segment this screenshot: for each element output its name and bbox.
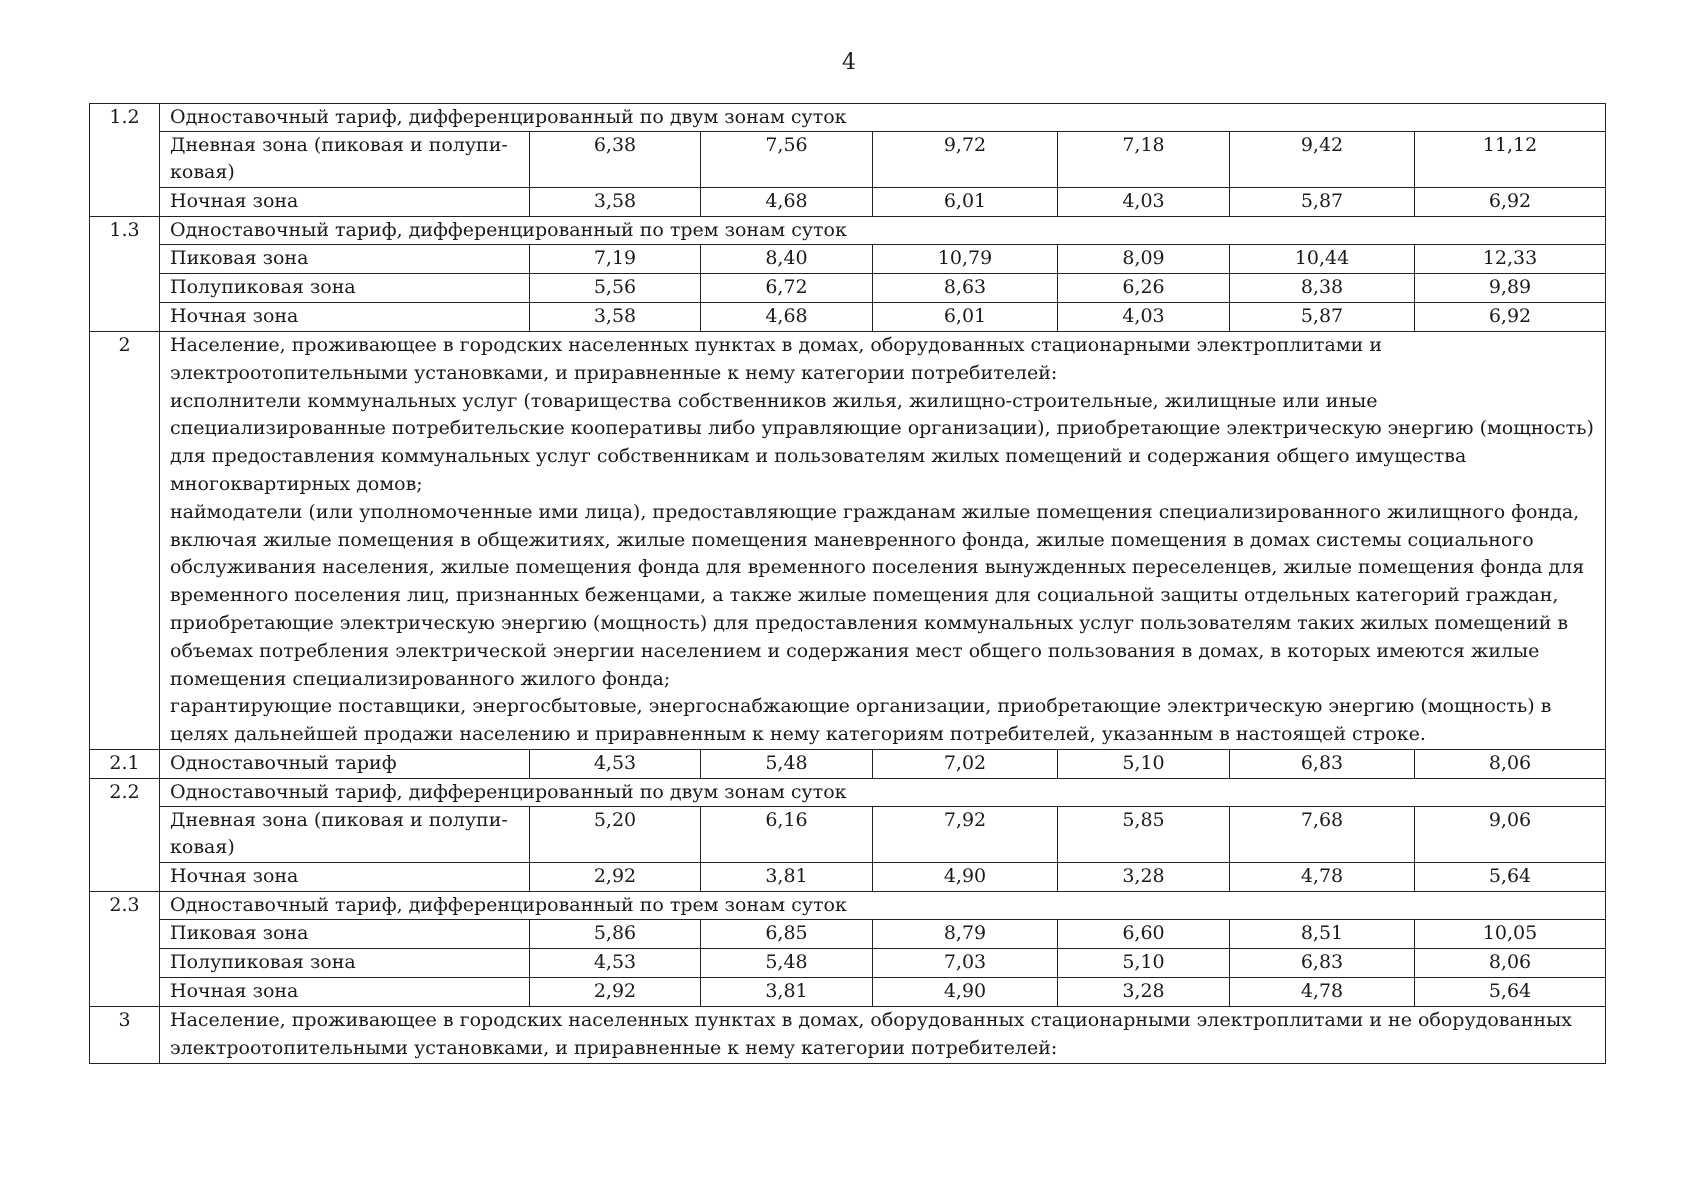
row-code: 2.1	[90, 749, 160, 778]
value-cell: 6,92	[1415, 303, 1606, 332]
value-cell: 3,81	[701, 862, 873, 891]
section-3-row	[90, 1006, 1606, 1063]
row-label: Ночная зона	[160, 977, 530, 1006]
value-cell: 5,48	[701, 948, 873, 977]
table-row	[90, 919, 1606, 948]
value-cell: 6,83	[1230, 948, 1415, 977]
value-cell: 5,64	[1415, 862, 1606, 891]
description-paragraph: Население, проживающее в городских населенных пунктах в домах, оборудованных стационарными электроплитами и электроотопительными установками, и приравненные к нему категории потребителей:	[170, 334, 1382, 384]
description-paragraph: наймодатели (или уполномоченные ими лица), предоставляющие гражданам жилые помещения специализированного жилищного фонда, включая жилые помещения в общежитиях, жилые помещения маневренного фонда, жилые помещения в домах системы социального обслуживания населения, жилые помещения фонда для временного поселения вынужденных переселенцев, жилые помещения фонда для временного поселения лиц, признанных беженцами, а также жилые помещения для социальной защиты отдельных категорий граждан, приобретающие электрическую энергию (мощность) для предоставления коммунальных услуг пользователям таких жилых помещений в объемах потребления электрической энергии населением и содержания мест общего пользования в домах, в которых имеются жилые помещения специализированного жилого фонда;	[170, 500, 1585, 690]
value-cell: 4,90	[873, 862, 1058, 891]
value-cell: 5,10	[1058, 749, 1230, 778]
value-cell: 3,58	[530, 303, 701, 332]
value-cell: 6,16	[701, 806, 873, 862]
row-label: Одноставочный тариф	[160, 749, 530, 778]
value-cell: 8,09	[1058, 245, 1230, 274]
row-code: 2	[90, 332, 160, 750]
section-1-2-header-row	[90, 104, 1606, 132]
description-paragraph: Население, проживающее в городских населенных пунктах в домах, оборудованных стационарными электроплитами и не оборудованных электроотопительными установками, и приравненные к нему категории потребителей:	[170, 1008, 1572, 1059]
row-code: 1.3	[90, 217, 160, 332]
value-cell: 4,03	[1058, 188, 1230, 217]
value-cell: 8,38	[1230, 274, 1415, 303]
value-cell: 2,92	[530, 862, 701, 891]
value-cell: 4,90	[873, 977, 1058, 1006]
value-cell: 6,92	[1415, 188, 1606, 217]
value-cell: 4,78	[1230, 862, 1415, 891]
table-row	[90, 245, 1606, 274]
value-cell: 4,03	[1058, 303, 1230, 332]
row-code: 3	[90, 1006, 160, 1063]
table-row	[90, 132, 1606, 188]
row-code: 1.2	[90, 104, 160, 217]
row-label: Ночная зона	[160, 303, 530, 332]
value-cell: 6,85	[701, 919, 873, 948]
value-cell: 6,01	[873, 303, 1058, 332]
value-cell: 3,81	[701, 977, 873, 1006]
value-cell: 4,53	[530, 948, 701, 977]
section-header: Одноставочный тариф, дифференцированный по трем зонам суток	[160, 891, 1606, 919]
value-cell: 7,03	[873, 948, 1058, 977]
section-1-3-header-row	[90, 217, 1606, 245]
section-header: Одноставочный тариф, дифференцированный по двум зонам суток	[160, 104, 1606, 132]
value-cell: 7,19	[530, 245, 701, 274]
table-row	[90, 862, 1606, 891]
value-cell: 6,01	[873, 188, 1058, 217]
value-cell: 7,18	[1058, 132, 1230, 188]
value-cell: 7,56	[701, 132, 873, 188]
value-cell: 3,28	[1058, 977, 1230, 1006]
value-cell: 6,60	[1058, 919, 1230, 948]
value-cell: 2,92	[530, 977, 701, 1006]
category-description	[160, 1006, 1606, 1063]
value-cell: 8,63	[873, 274, 1058, 303]
value-cell: 5,85	[1058, 806, 1230, 862]
value-cell: 5,48	[701, 749, 873, 778]
value-cell: 6,26	[1058, 274, 1230, 303]
value-cell: 8,06	[1415, 948, 1606, 977]
value-cell: 7,68	[1230, 806, 1415, 862]
description-paragraph: исполнители коммунальных услуг (товарищества собственников жилья, жилищно-строительные, жилищные или иные специализированные потребительские кооперативы либо управляющие организации), приобретающие электрическую энергию (мощность) для предоставления коммунальных услуг собственникам и пользователям жилых помещений и содержания общего имущества многоквартирных домов;	[170, 389, 1594, 495]
value-cell: 6,83	[1230, 749, 1415, 778]
tariff-table	[89, 103, 1606, 1064]
section-2-3-header-row	[90, 891, 1606, 919]
section-2-2-header-row	[90, 778, 1606, 806]
row-label: Дневная зона (пиковая и полупи-ковая)	[160, 132, 530, 188]
value-cell: 12,33	[1415, 245, 1606, 274]
value-cell: 9,72	[873, 132, 1058, 188]
value-cell: 4,53	[530, 749, 701, 778]
value-cell: 3,58	[530, 188, 701, 217]
value-cell: 4,68	[701, 188, 873, 217]
value-cell: 6,72	[701, 274, 873, 303]
value-cell: 4,68	[701, 303, 873, 332]
value-cell: 8,79	[873, 919, 1058, 948]
value-cell: 11,12	[1415, 132, 1606, 188]
category-description	[160, 332, 1606, 750]
value-cell: 10,79	[873, 245, 1058, 274]
table-row	[90, 274, 1606, 303]
value-cell: 10,05	[1415, 919, 1606, 948]
value-cell: 3,28	[1058, 862, 1230, 891]
value-cell: 10,44	[1230, 245, 1415, 274]
section-2-1-row	[90, 749, 1606, 778]
table-row	[90, 188, 1606, 217]
row-label: Полупиковая зона	[160, 274, 530, 303]
row-code: 2.3	[90, 891, 160, 1006]
value-cell: 5,87	[1230, 188, 1415, 217]
table-row	[90, 977, 1606, 1006]
value-cell: 5,86	[530, 919, 701, 948]
page-number: 4	[842, 50, 856, 75]
value-cell: 7,92	[873, 806, 1058, 862]
row-label: Ночная зона	[160, 188, 530, 217]
value-cell: 5,64	[1415, 977, 1606, 1006]
value-cell: 5,56	[530, 274, 701, 303]
table-row	[90, 948, 1606, 977]
row-label: Пиковая зона	[160, 245, 530, 274]
value-cell: 8,40	[701, 245, 873, 274]
value-cell: 5,10	[1058, 948, 1230, 977]
row-code: 2.2	[90, 778, 160, 891]
row-label: Дневная зона (пиковая и полупи-ковая)	[160, 806, 530, 862]
section-header: Одноставочный тариф, дифференцированный по трем зонам суток	[160, 217, 1606, 245]
value-cell: 9,89	[1415, 274, 1606, 303]
value-cell: 9,42	[1230, 132, 1415, 188]
value-cell: 8,06	[1415, 749, 1606, 778]
value-cell: 5,20	[530, 806, 701, 862]
value-cell: 5,87	[1230, 303, 1415, 332]
table-row	[90, 303, 1606, 332]
description-paragraph: гарантирующие поставщики, энергосбытовые, энергоснабжающие организации, приобретающие электрическую энергию (мощность) в целях дальнейшей продажи населению и приравненным к нему категориям потребителей, указанным в настоящей строке.	[170, 695, 1552, 746]
value-cell: 4,78	[1230, 977, 1415, 1006]
row-label: Ночная зона	[160, 862, 530, 891]
row-label: Пиковая зона	[160, 919, 530, 948]
value-cell: 8,51	[1230, 919, 1415, 948]
section-2-row	[90, 332, 1606, 750]
row-label: Полупиковая зона	[160, 948, 530, 977]
section-header: Одноставочный тариф, дифференцированный по двум зонам суток	[160, 778, 1606, 806]
value-cell: 6,38	[530, 132, 701, 188]
table-row	[90, 806, 1606, 862]
value-cell: 7,02	[873, 749, 1058, 778]
value-cell: 9,06	[1415, 806, 1606, 862]
